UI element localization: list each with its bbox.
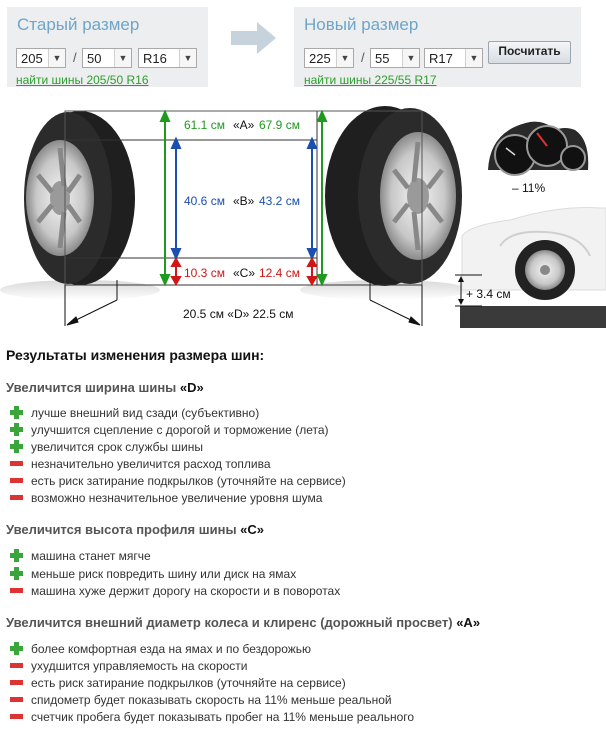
plus-icon: [10, 567, 23, 580]
chevron-down-icon: ▼: [48, 49, 65, 67]
car-image: [455, 208, 606, 329]
new-width-select[interactable]: [304, 48, 354, 68]
minus-icon: [10, 495, 23, 500]
old-width-value: 205: [21, 51, 43, 66]
list-item: [10, 440, 203, 454]
speedometer-icon: [488, 122, 588, 175]
plus-icon: [10, 423, 23, 436]
A-old-value: 61.1 см: [184, 118, 225, 132]
speedometer-diff: – 11%: [512, 181, 546, 195]
list-item: [10, 406, 259, 420]
section-key: «D»: [179, 380, 204, 395]
list-item: [10, 423, 329, 437]
section-width-heading: [6, 380, 204, 395]
old-profile-select[interactable]: [82, 48, 132, 68]
old-width-select[interactable]: [16, 48, 66, 68]
chevron-down-icon: ▼: [114, 49, 131, 67]
section-profile-heading: [6, 522, 264, 537]
old-size-panel: [7, 7, 208, 87]
list-item: [10, 549, 151, 563]
list-item: [10, 693, 392, 707]
minus-icon: [10, 461, 23, 466]
old-rim-select[interactable]: [138, 48, 197, 68]
list-item-text: есть риск затирание подкрылков (уточняйте на сервисе): [31, 474, 346, 488]
chevron-down-icon: ▼: [336, 49, 353, 67]
list-item-text: счетчик пробега будет показывать пробег на 11% меньше реального: [31, 710, 415, 724]
new-profile-value: 55: [375, 51, 390, 66]
C-new-value: 12.4 см: [259, 266, 300, 280]
plus-icon: [10, 406, 23, 419]
A-new-value: 67.9 см: [259, 118, 300, 132]
chevron-down-icon: ▼: [179, 49, 196, 67]
slash-separator: /: [361, 50, 365, 65]
clearance-diff: + 3.4 см: [466, 287, 511, 301]
list-item: [10, 567, 296, 581]
list-item: [10, 474, 346, 488]
results-title: Результаты изменения размера шин:: [6, 347, 265, 363]
list-item: [10, 457, 271, 471]
list-item-text: лучше внешний вид сзади (субъективно): [31, 406, 260, 420]
find-new-tires-link[interactable]: найти шины 225/55 R17: [304, 73, 437, 87]
section-diameter-heading: [6, 615, 480, 630]
section-heading-text: Увеличится высота профиля шины: [6, 522, 237, 537]
old-tire-image: [24, 111, 135, 285]
tire-size-diagram: [0, 100, 606, 335]
new-rim-select[interactable]: [424, 48, 483, 68]
minus-icon: [10, 697, 23, 702]
list-item-text: машина хуже держит дорогу на скорости и в поворотах: [31, 584, 341, 598]
list-item: [10, 491, 322, 505]
new-profile-select[interactable]: [370, 48, 420, 68]
minus-icon: [10, 680, 23, 685]
list-item-text: возможно незначительное увеличение уровня шума: [31, 491, 323, 505]
slash-separator: /: [73, 50, 77, 65]
minus-icon: [10, 714, 23, 719]
D-value: 20.5 см «D» 22.5 см: [183, 307, 294, 321]
section-heading-text: Увеличится ширина шины: [6, 380, 177, 395]
new-tire-image: [325, 106, 462, 286]
chevron-down-icon: ▼: [465, 49, 482, 67]
list-item-text: более комфортная езда на ямах и по бездорожью: [31, 642, 312, 656]
list-item: [10, 676, 346, 690]
old-profile-value: 50: [87, 51, 102, 66]
section-key: «A»: [456, 615, 481, 630]
list-item: [10, 642, 311, 656]
plus-icon: [10, 440, 23, 453]
C-old-value: 10.3 см: [184, 266, 225, 280]
plus-icon: [10, 642, 23, 655]
new-rim-value: R17: [429, 51, 453, 66]
list-item-text: увеличится срок службы шины: [31, 440, 204, 454]
chevron-down-icon: ▼: [402, 49, 419, 67]
list-item: [10, 584, 340, 598]
B-old-value: 40.6 см: [184, 194, 225, 208]
find-old-tires-link[interactable]: найти шины 205/50 R16: [16, 73, 149, 87]
B-new-value: 43.2 см: [259, 194, 300, 208]
minus-icon: [10, 478, 23, 483]
list-item: [10, 710, 414, 724]
list-item-text: спидометр будет показывать скорость на 11% меньше реальной: [31, 693, 392, 707]
minus-icon: [10, 588, 23, 593]
arrow-right-icon: [231, 22, 277, 54]
minus-icon: [10, 663, 23, 668]
list-item: [10, 659, 248, 673]
C-label: «C»: [233, 266, 256, 280]
list-item-text: ухудшится управляемость на скорости: [31, 659, 248, 673]
section-key: «C»: [240, 522, 265, 537]
new-size-title: Новый размер: [304, 15, 419, 34]
list-item-text: машина станет мягче: [31, 549, 151, 563]
list-item-text: улучшится сцепление с дорогой и торможение (лета): [31, 423, 329, 437]
section-heading-text: Увеличится внешний диаметр колеса и клиренс (дорожный просвет): [6, 615, 453, 630]
old-rim-value: R16: [143, 51, 167, 66]
old-size-title: Старый размер: [17, 15, 140, 34]
B-label: «B»: [233, 194, 255, 208]
list-item-text: есть риск затирание подкрылков (уточняйте на сервисе): [31, 676, 346, 690]
A-label: «A»: [233, 118, 255, 132]
plus-icon: [10, 549, 23, 562]
new-width-value: 225: [309, 51, 331, 66]
list-item-text: меньше риск повредить шину или диск на ямах: [31, 567, 297, 581]
calculate-button[interactable]: Посчитать: [488, 41, 571, 64]
list-item-text: незначительно увеличится расход топлива: [31, 457, 271, 471]
